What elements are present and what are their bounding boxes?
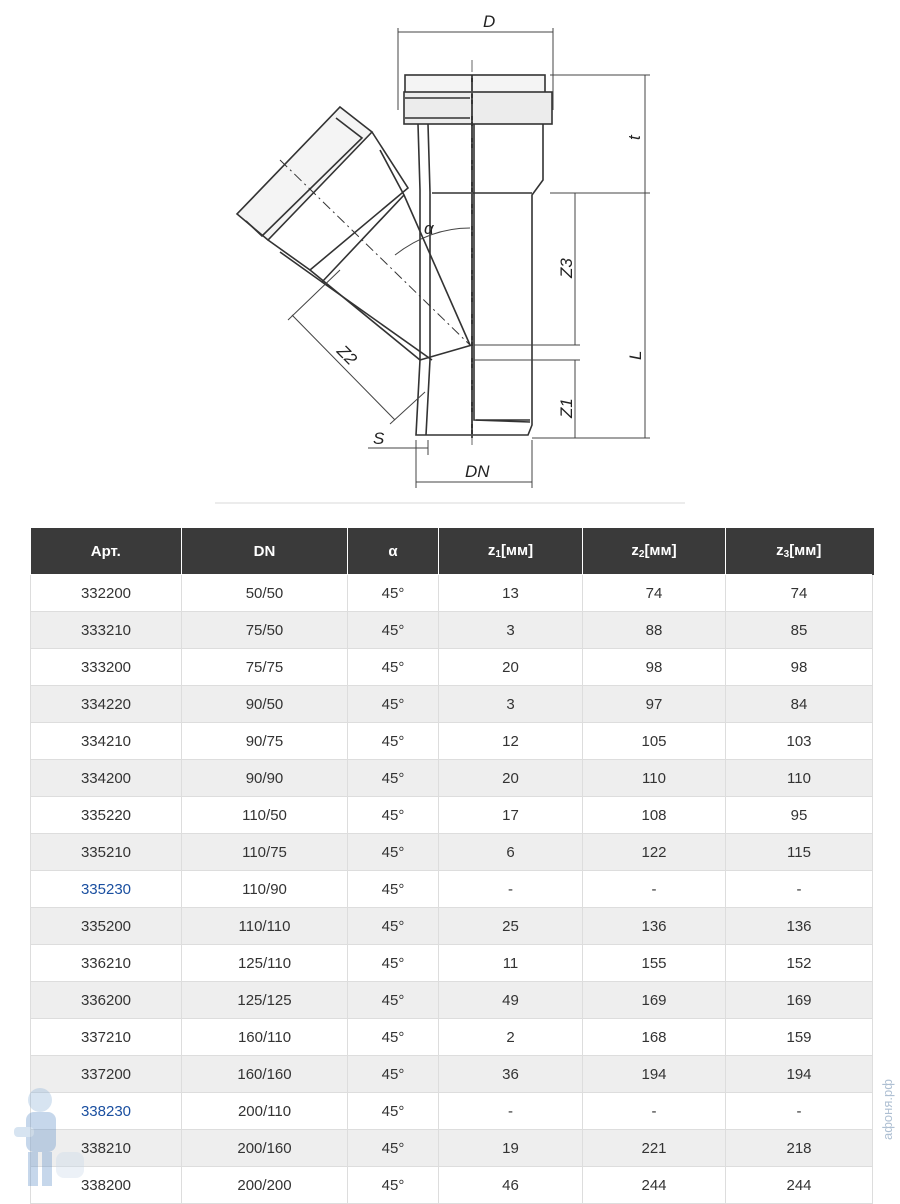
cell-art-link[interactable]: 335230	[31, 871, 182, 908]
cell-z3: 115	[726, 834, 873, 871]
cell-z3: 159	[726, 1019, 873, 1056]
table-header-row	[31, 528, 873, 575]
cell-z1: 6	[439, 834, 583, 871]
cell-art: 334220	[31, 686, 182, 723]
header-z1-sub: 1	[495, 549, 501, 560]
cell-z3: 244	[726, 1167, 873, 1204]
cell-z2: 136	[583, 908, 726, 945]
cell-z1: 3	[439, 612, 583, 649]
table-row	[31, 871, 873, 908]
cell-alpha: 45°	[348, 1130, 439, 1167]
cell-z1: 13	[439, 575, 583, 612]
table-row	[31, 945, 873, 982]
cell-z2: -	[583, 1093, 726, 1130]
cell-z3: 136	[726, 908, 873, 945]
cell-z2: 168	[583, 1019, 726, 1056]
cell-alpha: 45°	[348, 1167, 439, 1204]
cell-z3: 103	[726, 723, 873, 760]
cell-z3: 95	[726, 797, 873, 834]
cell-dn: 200/200	[182, 1167, 348, 1204]
cell-z1: 20	[439, 760, 583, 797]
cell-z1: 20	[439, 649, 583, 686]
cell-art: 337210	[31, 1019, 182, 1056]
dim-label-d: D	[483, 12, 496, 31]
header-z1	[439, 528, 583, 575]
main-pipe	[404, 75, 552, 438]
cell-alpha: 45°	[348, 723, 439, 760]
table-row	[31, 797, 873, 834]
cell-z2: 97	[583, 686, 726, 723]
cell-z1: 19	[439, 1130, 583, 1167]
table-row	[31, 760, 873, 797]
dimensions-table-wrapper	[30, 528, 872, 1204]
cell-dn: 200/110	[182, 1093, 348, 1130]
cell-alpha: 45°	[348, 649, 439, 686]
cell-z2: 108	[583, 797, 726, 834]
cell-dn: 160/110	[182, 1019, 348, 1056]
cell-art: 332200	[31, 575, 182, 612]
alpha-label: α	[424, 219, 434, 238]
cell-z2: 244	[583, 1167, 726, 1204]
cell-z2: 221	[583, 1130, 726, 1167]
cell-dn: 160/160	[182, 1056, 348, 1093]
cell-dn: 50/50	[182, 575, 348, 612]
cell-z1: 11	[439, 945, 583, 982]
cell-z3: 98	[726, 649, 873, 686]
cell-dn: 200/160	[182, 1130, 348, 1167]
header-z2-main: z	[631, 542, 639, 559]
cell-dn: 90/75	[182, 723, 348, 760]
cell-z3: 169	[726, 982, 873, 1019]
dim-label-t: t	[625, 135, 644, 140]
dim-label-l: L	[626, 350, 645, 360]
cell-alpha: 45°	[348, 1056, 439, 1093]
cell-alpha: 45°	[348, 686, 439, 723]
cell-art: 335220	[31, 797, 182, 834]
table-row	[31, 834, 873, 871]
cell-z1: 25	[439, 908, 583, 945]
plumber-mascot-watermark	[6, 1082, 88, 1194]
cell-z1: 12	[439, 723, 583, 760]
cell-z2: 105	[583, 723, 726, 760]
header-z2	[583, 528, 726, 575]
cell-z2: -	[583, 871, 726, 908]
cell-z3: 84	[726, 686, 873, 723]
branch-pipe	[237, 107, 472, 360]
cell-dn: 110/50	[182, 797, 348, 834]
cell-z2: 98	[583, 649, 726, 686]
cell-z1: -	[439, 871, 583, 908]
header-art: Арт.	[31, 528, 182, 575]
table-row	[31, 982, 873, 1019]
cell-z2: 74	[583, 575, 726, 612]
dim-label-dn: DN	[465, 462, 490, 481]
cell-art: 333200	[31, 649, 182, 686]
table-row	[31, 1130, 873, 1167]
cell-art: 335210	[31, 834, 182, 871]
cell-z3: 218	[726, 1130, 873, 1167]
cell-z3: 110	[726, 760, 873, 797]
cell-alpha: 45°	[348, 612, 439, 649]
cell-alpha: 45°	[348, 575, 439, 612]
header-z1-unit: [мм]	[500, 542, 534, 559]
header-alpha: α	[348, 528, 439, 575]
cell-z3: -	[726, 871, 873, 908]
cell-art-link[interactable]: 338230	[31, 1093, 182, 1130]
cell-art: 338200	[31, 1167, 182, 1204]
cell-dn: 125/125	[182, 982, 348, 1019]
cell-z3: 85	[726, 612, 873, 649]
cell-z1: 2	[439, 1019, 583, 1056]
cell-alpha: 45°	[348, 834, 439, 871]
cell-alpha: 45°	[348, 1093, 439, 1130]
dim-label-z1: Z1	[557, 398, 576, 418]
cell-alpha: 45°	[348, 908, 439, 945]
site-watermark: афоня.рф	[880, 1079, 895, 1140]
cell-dn: 110/90	[182, 871, 348, 908]
cell-z1: -	[439, 1093, 583, 1130]
cell-z2: 110	[583, 760, 726, 797]
cell-dn: 75/50	[182, 612, 348, 649]
cell-z1: 36	[439, 1056, 583, 1093]
cell-art: 335200	[31, 908, 182, 945]
cell-dn: 110/75	[182, 834, 348, 871]
cell-z2: 169	[583, 982, 726, 1019]
table-row	[31, 908, 873, 945]
header-z3-main: z	[776, 542, 784, 559]
header-z1-main: z	[487, 542, 496, 559]
cell-dn: 75/75	[182, 649, 348, 686]
cell-z2: 155	[583, 945, 726, 982]
table-row	[31, 1093, 873, 1130]
header-z3	[726, 528, 873, 575]
plumber-mascot-icon	[6, 1082, 88, 1194]
table-row	[31, 1019, 873, 1056]
header-z3-sub: 3	[783, 549, 790, 560]
table-row	[31, 1056, 873, 1093]
cell-dn: 110/110	[182, 908, 348, 945]
cell-art: 336200	[31, 982, 182, 1019]
cell-art: 337200	[31, 1056, 182, 1093]
cell-dn: 90/90	[182, 760, 348, 797]
dimensions-table	[30, 528, 874, 1204]
cell-alpha: 45°	[348, 760, 439, 797]
cell-z1: 17	[439, 797, 583, 834]
table-row	[31, 649, 873, 686]
cell-art: 338210	[31, 1130, 182, 1167]
cell-art: 336210	[31, 945, 182, 982]
cell-z2: 122	[583, 834, 726, 871]
header-dn: DN	[182, 528, 348, 575]
cell-art: 334210	[31, 723, 182, 760]
cell-z3: 194	[726, 1056, 873, 1093]
cell-alpha: 45°	[348, 982, 439, 1019]
dim-label-z3: Z3	[557, 258, 576, 278]
cell-z2: 88	[583, 612, 726, 649]
cell-z2: 194	[583, 1056, 726, 1093]
cell-z1: 3	[439, 686, 583, 723]
table-row	[31, 723, 873, 760]
cell-alpha: 45°	[348, 1019, 439, 1056]
cell-z1: 49	[439, 982, 583, 1019]
cell-z3: 152	[726, 945, 873, 982]
header-z3-unit: [мм]	[789, 542, 822, 559]
cell-alpha: 45°	[348, 945, 439, 982]
header-z2-sub: 2	[638, 549, 645, 560]
header-z2-unit: [мм]	[644, 542, 677, 559]
table-row	[31, 1167, 873, 1204]
cell-alpha: 45°	[348, 871, 439, 908]
table-row	[31, 612, 873, 649]
branch-technical-drawing	[0, 0, 900, 505]
drawing-svg	[0, 0, 900, 505]
table-row	[31, 575, 873, 612]
cell-art: 334200	[31, 760, 182, 797]
cell-dn: 125/110	[182, 945, 348, 982]
cell-z1: 46	[439, 1167, 583, 1204]
table-row	[31, 686, 873, 723]
dim-label-s: S	[373, 429, 385, 448]
cell-alpha: 45°	[348, 797, 439, 834]
cell-z3: -	[726, 1093, 873, 1130]
cell-dn: 90/50	[182, 686, 348, 723]
cell-art: 333210	[31, 612, 182, 649]
dim-label-z2: Z2	[333, 341, 361, 369]
cell-z3: 74	[726, 575, 873, 612]
